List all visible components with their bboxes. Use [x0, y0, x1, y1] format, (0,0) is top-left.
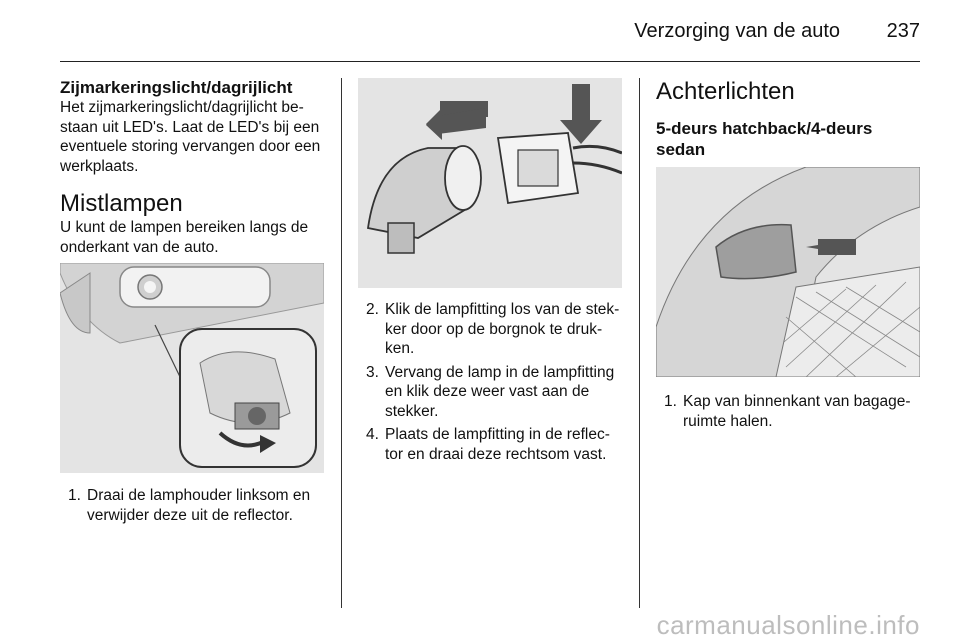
list-item: 1. Kap van binnenkant van bagage-ruimte halen. [664, 393, 911, 430]
side-marker-paragraph: Het zijmarkeringslicht/dagrijlicht be-staan uit LED's. Laat de LED's bij een eventuele storing vervangen door een werkplaats. [60, 99, 321, 175]
fog-lamp-steps [60, 486, 326, 529]
socket-steps [358, 300, 624, 468]
section-title: Verzorging van de auto [634, 20, 840, 42]
page-header [60, 0, 920, 62]
fog-lamp-figure [60, 263, 324, 473]
watermark: carmanualsonline.info [656, 610, 920, 640]
column-divider-1 [341, 78, 342, 608]
list-item: 3. Vervang de lamp in de lampfitting en klik deze weer vast aan de stekker. [366, 363, 615, 420]
column-1 [60, 78, 326, 257]
page-number: 237 [886, 20, 920, 42]
rear-lights-steps [656, 392, 922, 435]
side-marker-heading: Zijmarkeringslicht/dagrijlicht [60, 78, 293, 97]
fog-lamps-paragraph: U kunt de lampen bereiken langs de onderkant van de auto. [60, 219, 309, 256]
list-item: 2. Klik de lampfitting los van de stek-ker door op de borgnok te druk-ken. [366, 301, 620, 357]
column-3 [656, 78, 922, 160]
fog-lamps-heading: Mistlampen [60, 190, 183, 217]
list-item: 4. Plaats de lampfitting in de reflec-tor en draai deze rechtsom vast. [366, 426, 610, 463]
list-item: 1. Draai de lamphouder linksom en verwijder deze uit de reflector. [68, 487, 311, 524]
column-divider-2 [639, 78, 640, 608]
lamp-socket-figure [358, 78, 622, 288]
trunk-trim-figure [656, 167, 920, 377]
body-type-heading: 5-deurs hatchback/4-deurs sedan [656, 119, 873, 159]
rear-lights-heading: Achterlichten [656, 78, 795, 105]
